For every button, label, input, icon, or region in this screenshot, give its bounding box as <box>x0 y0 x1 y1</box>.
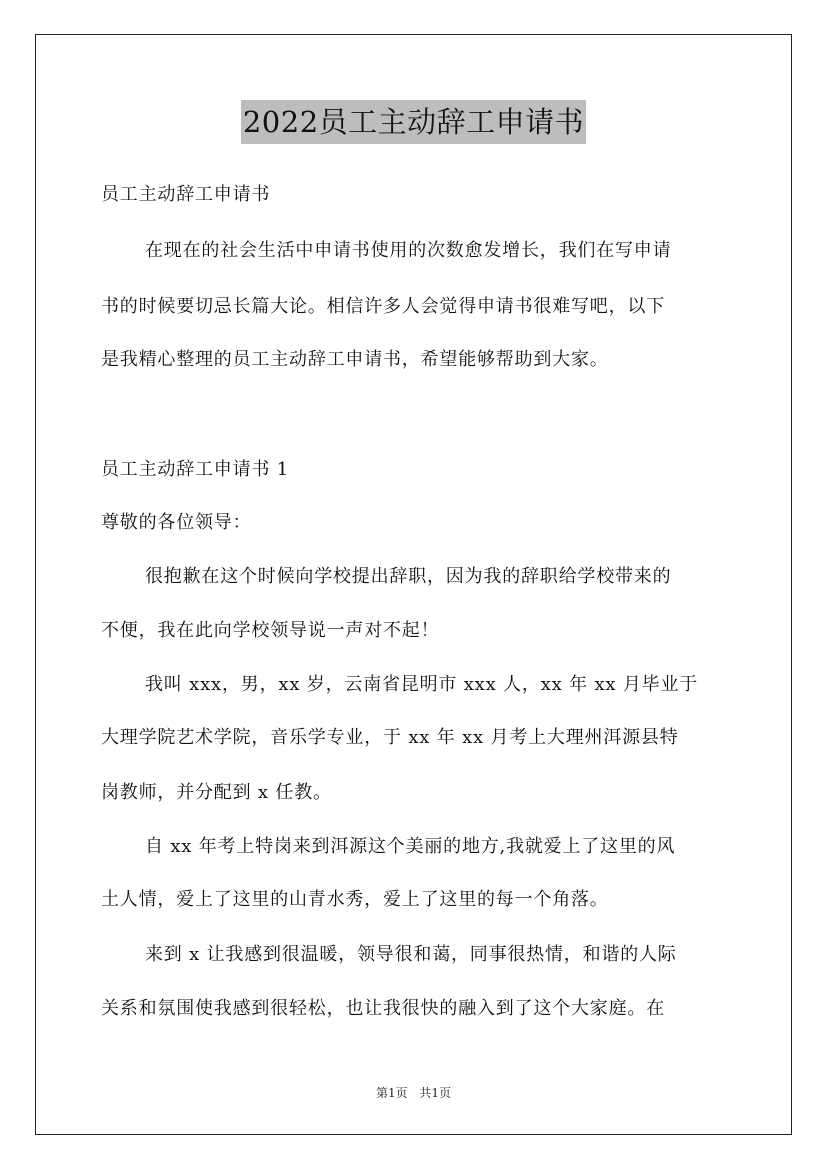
intro-line-3: 是我精心整理的员工主动辞工申请书，希望能够帮助到大家。 <box>101 349 609 370</box>
subtitle: 员工主动辞工申请书 <box>101 184 271 205</box>
document-title: 2022员工主动辞工申请书 <box>241 100 586 144</box>
paragraph-line: 关系和氛围使我感到很轻松，也让我很快的融入到了这个大家庭。在 <box>101 998 665 1019</box>
page-footer <box>0 1084 827 1101</box>
intro-line-1: 在现在的社会生活中申请书使用的次数愈发增长，我们在写申请 <box>145 240 672 261</box>
page-total: 共1页 <box>419 1086 452 1100</box>
section-heading: 员工主动辞工申请书 1 <box>101 459 289 480</box>
paragraph-line: 大理学院艺术学院，音乐学专业，于 xx 年 xx 月考上大理州洱源县特 <box>101 727 679 748</box>
paragraph-line: 我叫 xxx，男，xx 岁，云南省昆明市 xxx 人，xx 年 xx 月毕业于 <box>145 674 699 695</box>
salutation: 尊敬的各位领导： <box>101 512 252 533</box>
page-number: 第1页 <box>375 1086 408 1100</box>
title-container <box>0 100 827 144</box>
paragraph-line: 很抱歉在这个时候向学校提出辞职，因为我的辞职给学校带来的 <box>145 566 672 587</box>
paragraph-line: 来到 x 让我感到很温暖，领导很和蔼，同事很热情，和谐的人际 <box>145 944 677 965</box>
paragraph-line: 自 xx 年考上特岗来到洱源这个美丽的地方,我就爱上了这里的风 <box>145 836 676 857</box>
paragraph-line: 岗教师，并分配到 x 任教。 <box>101 782 332 803</box>
paragraph-line: 不便，我在此向学校领导说一声对不起！ <box>101 620 440 641</box>
paragraph-line: 土人情，爱上了这里的山青水秀，爱上了这里的每一个角落。 <box>101 889 609 910</box>
intro-line-2: 书的时候要切忌长篇大论。相信许多人会觉得申请书很难写吧，以下 <box>101 296 665 317</box>
